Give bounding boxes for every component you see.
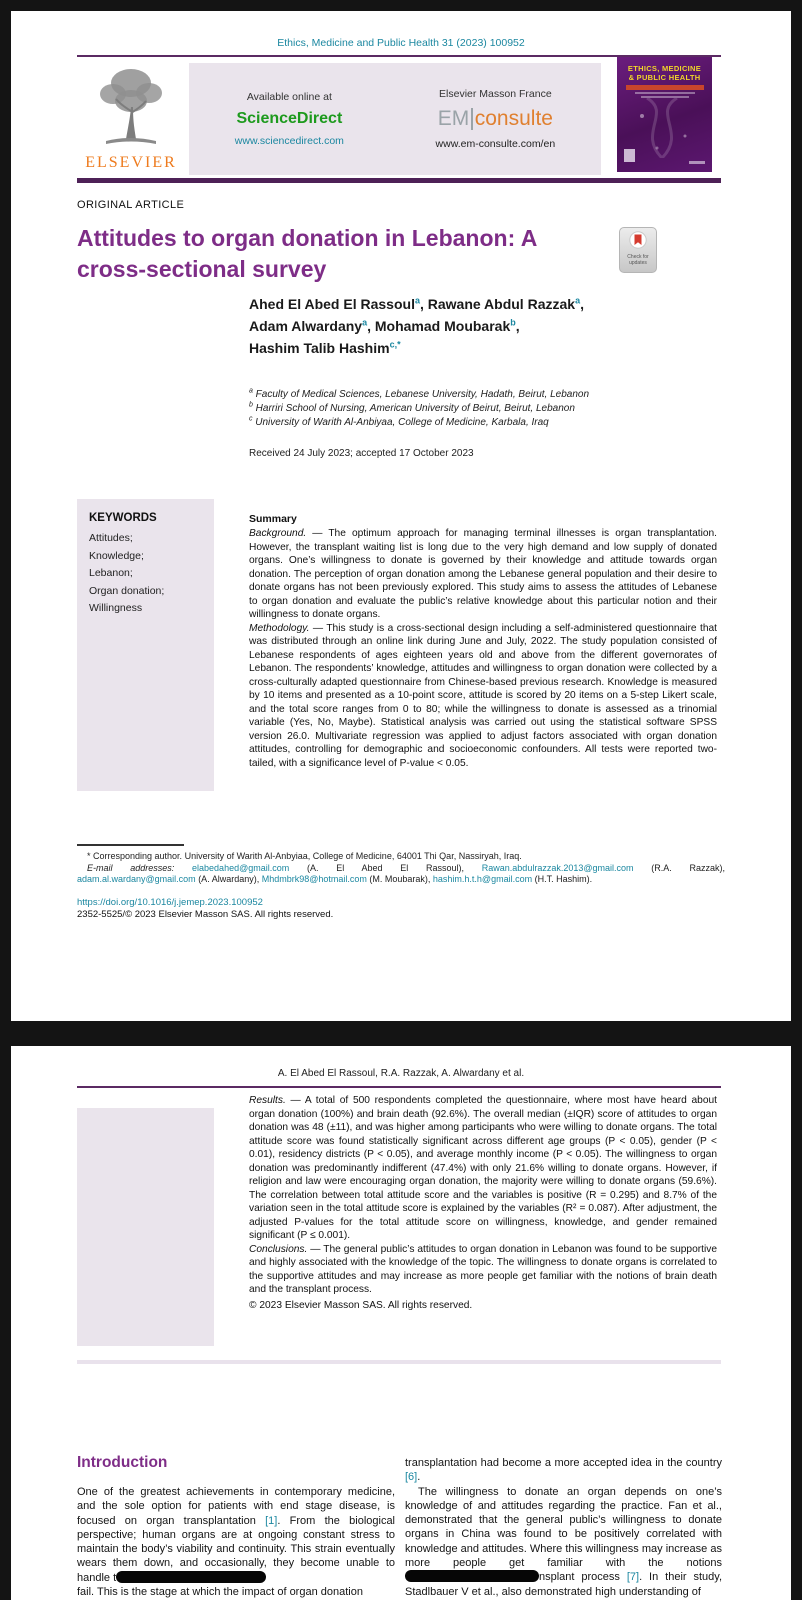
footnote-rule bbox=[77, 844, 184, 846]
summary-section bbox=[249, 513, 717, 770]
intro-right-column bbox=[405, 1456, 722, 1599]
author-name: Hashim Talib Hashim bbox=[249, 340, 390, 356]
intro-left-column bbox=[77, 1454, 395, 1599]
received-dates: Received 24 July 2023; accepted 17 October 2023 bbox=[249, 448, 474, 459]
author-affil-sup[interactable]: c,* bbox=[389, 339, 401, 350]
reference-link[interactable]: [7] bbox=[626, 1571, 640, 1584]
article-title bbox=[77, 223, 617, 285]
elsevier-wordmark: ELSEVIER bbox=[85, 154, 177, 171]
page-2 bbox=[11, 1046, 791, 1600]
author-line bbox=[249, 293, 729, 315]
author-name: Ahed El Abed El Rassoul bbox=[249, 296, 415, 312]
author-line bbox=[249, 315, 729, 337]
author-affil-sup[interactable]: a bbox=[575, 295, 581, 306]
introduction-heading: Introduction bbox=[77, 1454, 168, 1471]
emconsulte-divider bbox=[471, 108, 473, 130]
redaction-bar bbox=[405, 1570, 539, 1582]
author-separator: , bbox=[515, 318, 520, 334]
summary-methodology: Methodology. — This study is a cross-sectional design including a self-administered questionnaire that was distributed through an online link during June and July, 2022. The study population consisted of Lebanese respondents of ages eighteen years old and above from the different governorates of Lebanon. The respondents’ knowledge, attitudes and willingness to organ donation were collected by a cross-culturally adapted questionnaire from Chinese-based previous research. Knowledge is measured by 10 items and presented as a 10-point score, attitude is scored by 20 items on a 5-step Likert scale, and the total score ranges from 0 to 80; while the willingness to donate is assessed as a trinomial variable (Yes, No, Maybe). Statistical analysis was carried out using the statistical software SPSS version 26.0. Multivariate regression was applied to adjust factors associated with organ donation attitudes, controlling for demographic and socioeconomic confounders. All tests were reported two-tailed, with a significance level of P-value < 0.05. bbox=[249, 622, 717, 769]
sciencedirect-block bbox=[235, 91, 344, 147]
email-link[interactable]: adam.al.wardany@gmail.com bbox=[77, 874, 196, 885]
sciencedirect-url[interactable]: www.sciencedirect.com bbox=[234, 135, 344, 147]
sciencedirect-logo[interactable]: ScienceDirect bbox=[236, 110, 343, 127]
running-head: A. El Abed El Rassoul, R.A. Razzak, A. Alwardany et al. bbox=[277, 1068, 525, 1079]
emconsulte-em: EM bbox=[437, 107, 470, 130]
abstract-divider bbox=[77, 1360, 721, 1364]
reference-link[interactable]: [6] bbox=[405, 1471, 418, 1484]
summary-results: Results. — A total of 500 respondents completed the questionnaire, where most have heard about organ donation (100%) and brain death (92.6%). The overall median (±IQR) score of attitudes to organ donation was 48 (±11), and was higher among participants who were willing to donate organs. The total attitude score was found statistically significant across different age groups (P < 0.05), gender (P < 0.01), residency districts (P < 0.05), and average monthly income (P < 0.05). The willingness to organ donation was predominantly indifferent (47.4%) with only 21.6% willing to donate organs. However, if religion and law were encouraging organ donation, the majority were willing to donate organs (59.6%). The correlation between total attitude score and the variables is positive (R = 0.295) and 8.7% of the variation seen in the total attitude score is explained by the variables (R² = 0.087). After adjustment, the adjusted P-values for the total attitude score on willingness, knowledge, and gender remained significant (P ≤ 0.001). bbox=[249, 1095, 717, 1241]
masson-label: Elsevier Masson France bbox=[439, 88, 552, 100]
affiliation: $^b$ Harriri School of Nursing, American University of Beirut, Beirut, Lebanon bbox=[249, 401, 575, 414]
emconsulte-block bbox=[436, 88, 556, 150]
affiliation-sup: b bbox=[249, 401, 253, 409]
author-line bbox=[249, 337, 729, 359]
header-bottom-rule bbox=[77, 178, 721, 183]
intro-paragraph: transplantation had become a more accepted idea in the country [6]. bbox=[405, 1457, 722, 1484]
page-1 bbox=[11, 11, 791, 1021]
cover-issue-mark bbox=[689, 161, 705, 164]
author-name: Adam Alwardany bbox=[249, 318, 363, 334]
email-addresses-line: adam.al.wardany@gmail.com (A. Alwardany), Mhdmbrk98@hotmail.com (M. Moubarak), hashim.h.t.h@gmail.com (H.T. Hashim). bbox=[77, 874, 593, 885]
author-affil-sup[interactable]: b bbox=[510, 317, 516, 328]
article-title-line2: cross-sectional survey bbox=[77, 256, 327, 282]
affiliations-list bbox=[249, 388, 729, 430]
author-name: , Mohamad Moubarak bbox=[367, 318, 511, 334]
keyword-item: Organ donation; bbox=[89, 584, 165, 597]
summary-conclusions: Conclusions. — The general public’s attitudes to organ donation in Lebanon was found to be supportive and highly associated with the knowledge of the topic. The willingness to donate organs is correlated to the supportive attitudes and may increase as more people get familiar with the notions of brain death and the transplant process. bbox=[249, 1243, 717, 1295]
elsevier-tree-icon bbox=[88, 63, 174, 147]
corresponding-author-note: * Corresponding author. University of Warith Al-Anbyiaa, College of Medicine, 64001 Thi Qar, Nassiryah, Iraq. bbox=[87, 851, 522, 861]
email-link[interactable]: Mhdmbrk98@hotmail.com bbox=[261, 874, 367, 885]
issn-copyright-line: 2352-5525/© 2023 Elsevier Masson SAS. All rights reserved. bbox=[77, 909, 334, 920]
summary-background: Background. — The optimum approach for managing terminal illnesses is organ transplantation. However, the transplant waiting list is long due to the very high demand and low supply of donated organs. One’s willingness to donate is governed by their knowledge and attitude towards organ donation. The perception of organ donation among the Lebanese general population and their desire to donate organs has not been previously explored. This study aims to assess the attitudes of Lebanese to organ donation and evaluate the public’s relative knowledge about this particular notion and their willingness to donate organs. bbox=[249, 528, 717, 620]
keywords-box bbox=[77, 499, 214, 791]
cover-title-line2: & PUBLIC HEALTH bbox=[628, 73, 701, 82]
emconsulte-url[interactable]: www.em-consulte.com/en bbox=[435, 138, 556, 150]
running-head-rule bbox=[77, 1086, 721, 1088]
doi-link[interactable]: https://doi.org/10.1016/j.jemep.2023.100952 bbox=[77, 897, 263, 908]
keyword-item: Lebanon; bbox=[89, 567, 133, 579]
article-type-label: ORIGINAL ARTICLE bbox=[77, 199, 185, 211]
author-name: , Rawane Abdul Razzak bbox=[419, 296, 576, 312]
badge-label-line2: updates bbox=[629, 260, 647, 266]
affiliation-sup: c bbox=[249, 415, 253, 423]
affiliation-sup: a bbox=[249, 387, 253, 395]
cover-subtitle-mark bbox=[635, 92, 695, 94]
email-link[interactable]: hashim.h.t.h@gmail.com bbox=[432, 874, 533, 885]
reference-link[interactable]: [1] bbox=[265, 1514, 278, 1527]
affiliation: $^a$ Faculty of Medical Sciences, Lebanese University, Hadath, Beirut, Lebanon bbox=[249, 387, 590, 400]
summary-heading: Summary bbox=[249, 513, 297, 525]
elsevier-logo-block[interactable] bbox=[75, 63, 187, 172]
author-affil-sup[interactable]: a bbox=[414, 295, 420, 306]
check-for-updates-badge[interactable] bbox=[619, 227, 657, 273]
email-addresses-line: E-mail addresses: elabedahed@gmail.com (A. El Abed El Rassoul), Rawan.abdulrazzak.2013@gmail.com (R.A. Razzak), bbox=[87, 862, 726, 873]
email-link[interactable]: elabedahed@gmail.com bbox=[192, 862, 290, 873]
cover-title-line1: ETHICS, MEDICINE bbox=[627, 64, 702, 73]
journal-reference-link[interactable]: Ethics, Medicine and Public Health 31 (2023) 100952 bbox=[277, 37, 525, 49]
redaction-bar bbox=[116, 1571, 266, 1583]
affiliation: $^c$ University of Warith Al-Anbiyaa, College of Medicine, Karbala, Iraq bbox=[249, 415, 549, 428]
keyword-item: Attitudes; bbox=[89, 532, 133, 544]
intro-paragraph: One of the greatest achievements in contemporary medicine, and the sole option for patients with end stage disease, is focused on organ transplantation [1]. From the biological perspective; human organs are at ongoing constant stress to maintain the body’s viability and continuity. This strain eventually wears them down, and occasionally, they become unable to handle t fail. This is the stage at which the impact of organ donation bbox=[77, 1486, 396, 1599]
journal-cover-thumbnail[interactable] bbox=[617, 57, 712, 172]
emconsulte-consulte: consulte bbox=[474, 107, 553, 130]
abstract-continuation bbox=[249, 1094, 717, 1311]
cover-red-banner bbox=[626, 85, 704, 90]
emconsulte-logo[interactable] bbox=[438, 107, 553, 131]
email-link[interactable]: Rawan.abdulrazzak.2013@gmail.com bbox=[481, 862, 634, 873]
author-affil-sup[interactable]: a bbox=[362, 317, 368, 328]
availability-banner bbox=[189, 63, 601, 175]
intro-paragraph: The willingness to donate an organ depends on one’s knowledge of and attitudes regarding the practice. Fan et al., demonstrated that the general public’s willingness to donate organs in China was found to be positively correlated with knowledge and attitudes. Where this willingness may increase as more people get familiar with the notions nsplant process [7]. In their study, Stadlbauer V et al., also demonstrated high understanding of bbox=[405, 1485, 723, 1598]
article-title-line1: Attitudes to organ donation in Lebanon: A bbox=[77, 225, 538, 251]
keywords-box-continuation bbox=[77, 1108, 214, 1346]
keyword-item: Willingness bbox=[89, 602, 143, 614]
author-separator: , bbox=[580, 296, 584, 312]
badge-label-line1: Check for bbox=[627, 254, 649, 260]
available-online-label: Available online at bbox=[246, 91, 332, 103]
authors-list bbox=[249, 293, 729, 359]
footnote-block bbox=[77, 851, 725, 886]
cover-publisher-mark bbox=[624, 149, 635, 162]
crossmark-icon bbox=[629, 231, 647, 249]
keywords-heading: KEYWORDS bbox=[89, 512, 157, 524]
copyright-line: © 2023 Elsevier Masson SAS. All rights reserved. bbox=[249, 1299, 473, 1311]
keyword-item: Knowledge; bbox=[89, 549, 144, 562]
